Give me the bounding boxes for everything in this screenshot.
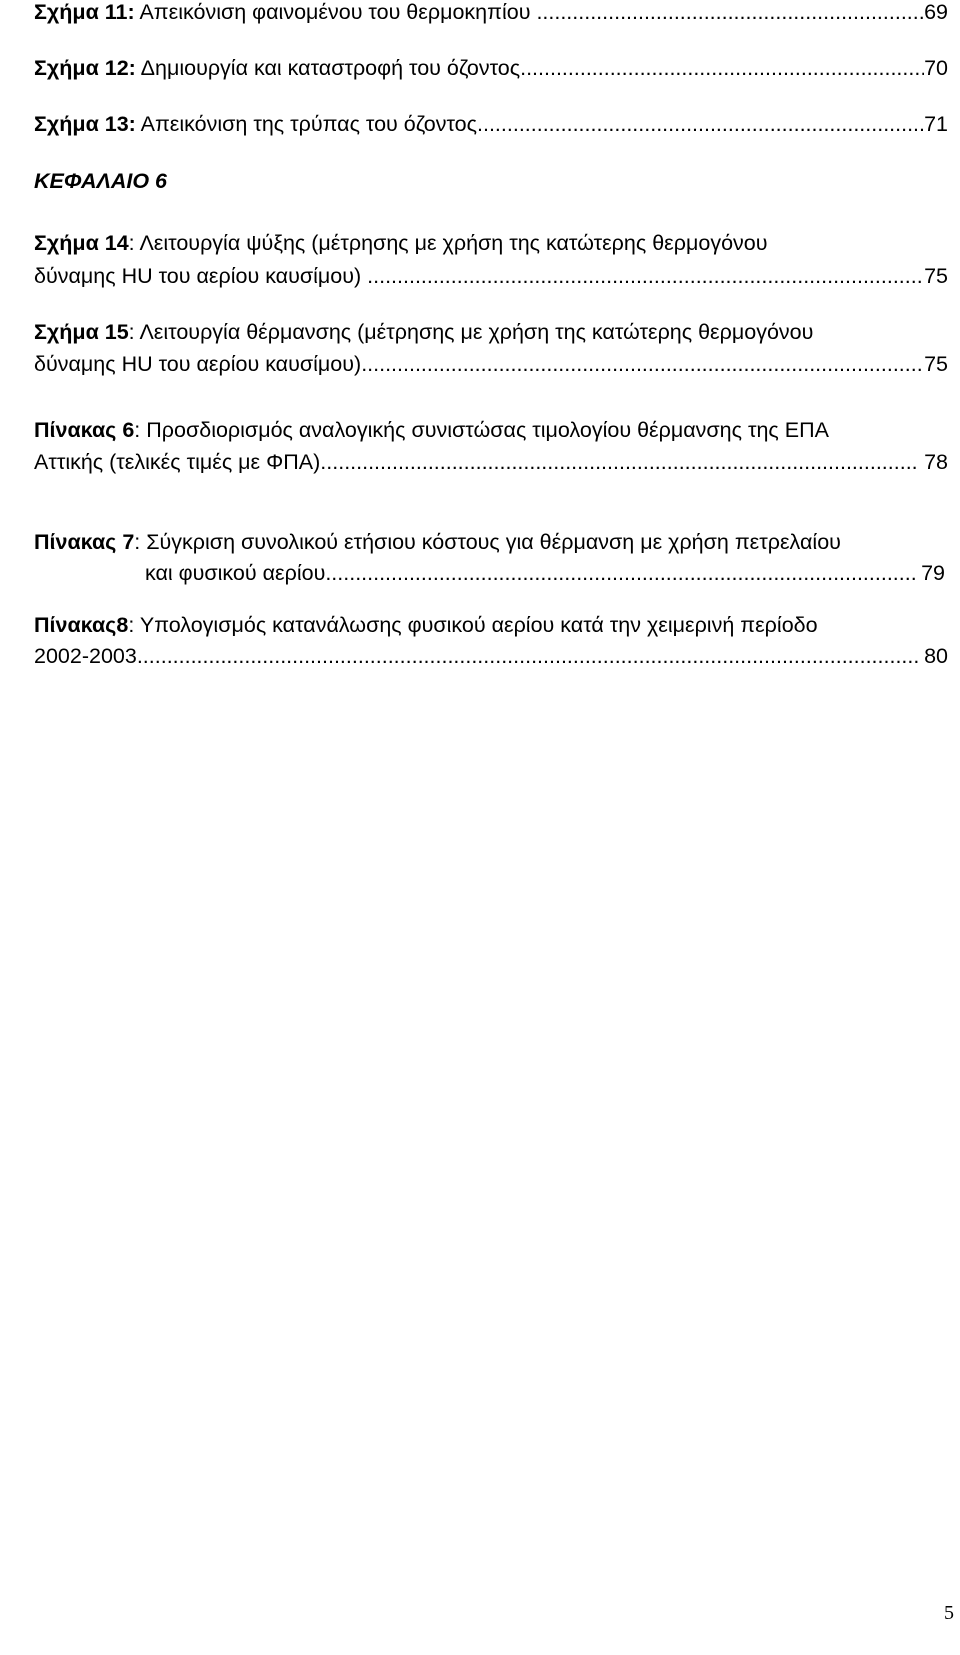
entry-label: Σχήμα 12 xyxy=(34,56,129,80)
toc-entry-figure-13[interactable] xyxy=(34,108,948,140)
entry-page-number: 75 xyxy=(924,264,948,288)
dot-leader xyxy=(477,108,924,140)
entry-page-number: 80 xyxy=(918,644,948,668)
page-number: 5 xyxy=(944,1602,954,1624)
entry-separator: : xyxy=(128,613,135,637)
entry-separator: : xyxy=(127,0,135,24)
entry-page-number: 70 xyxy=(924,56,948,80)
entry-title: Σύγκριση συνολικού ετήσιου κόστους για θέρμανση με χρήση πετρελαίου xyxy=(140,530,841,554)
entry-title-line-2 xyxy=(34,446,948,478)
entry-title-continued: δύναμης HU του αερίου καυσίμου) xyxy=(34,352,362,376)
entry-title: Λειτουργία θέρμανσης (μέτρησης με χρήση της κατώτερης θερμογόνου xyxy=(134,320,814,344)
entry-title-continued: και φυσικού αερίου xyxy=(145,561,326,585)
toc-entry-figure-11[interactable] xyxy=(34,0,948,28)
entry-page-number: 71 xyxy=(924,112,948,136)
dot-leader xyxy=(361,348,924,380)
entry-label: Σχήμα 14 xyxy=(34,231,129,255)
entry-label: Σχήμα 11 xyxy=(34,0,128,24)
dot-leader xyxy=(137,640,918,672)
entry-title-line-1 xyxy=(34,609,948,641)
entry-label: Σχήμα 13 xyxy=(34,112,129,136)
entry-separator: : xyxy=(134,418,141,442)
chapter-heading[interactable]: ΚΕΦΑΛΑΙΟ 6 xyxy=(34,169,167,193)
entry-title-line-1 xyxy=(34,414,948,446)
entry-title-line-2 xyxy=(34,260,948,292)
entry-title-line-2 xyxy=(34,640,948,672)
entry-title: Προσδιορισμός αναλογικής συνιστώσας τιμολογίου θέρμανσης της ΕΠΑ xyxy=(140,418,829,442)
entry-title: Απεικόνιση φαινομένου του θερμοκηπίου xyxy=(134,0,537,24)
entry-title-continued: δύναμης HU του αερίου καυσίμου) xyxy=(34,264,368,288)
entry-separator: : xyxy=(128,56,136,80)
entry-separator: : xyxy=(128,112,136,136)
entry-title-line-1 xyxy=(34,227,948,259)
toc-entry-figure-12[interactable] xyxy=(34,52,948,84)
entry-page-number: 78 xyxy=(918,450,948,474)
entry-title-line-1 xyxy=(34,526,948,558)
entry-title: Απεικόνιση της τρύπας του όζοντος xyxy=(135,112,477,136)
entry-page-number: 69 xyxy=(924,0,948,24)
entry-title-continued: Αττικής (τελικές τιμές με ΦΠΑ) xyxy=(34,450,321,474)
dot-leader xyxy=(325,557,915,589)
entry-label: Πίνακας8 xyxy=(34,613,129,637)
dot-leader xyxy=(367,260,924,292)
entry-title: Δημιουργία και καταστροφή του όζοντος xyxy=(135,56,521,80)
dot-leader xyxy=(520,52,924,84)
entry-page-number: 75 xyxy=(924,352,948,376)
dot-leader xyxy=(320,446,918,478)
entry-title-line-2 xyxy=(34,348,948,380)
entry-label: Πίνακας 7 xyxy=(34,530,135,554)
entry-label: Σχήμα 15 xyxy=(34,320,129,344)
entry-separator: : xyxy=(128,320,135,344)
entry-page-number: 79 xyxy=(915,561,945,585)
entry-label: Πίνακας 6 xyxy=(34,418,135,442)
entry-title: Λειτουργία ψύξης (μέτρησης με χρήση της κατώτερης θερμογόνου xyxy=(134,231,768,255)
entry-separator: : xyxy=(134,530,141,554)
entry-title-line-1 xyxy=(34,316,948,348)
entry-title-line-2 xyxy=(145,557,945,589)
entry-title-continued: 2002-2003 xyxy=(34,644,137,668)
entry-separator: : xyxy=(128,231,135,255)
entry-title: Υπολογισμός κατανάλωσης φυσικού αερίου κατά την χειμερινή περίοδο xyxy=(134,613,818,637)
dot-leader xyxy=(536,0,924,28)
